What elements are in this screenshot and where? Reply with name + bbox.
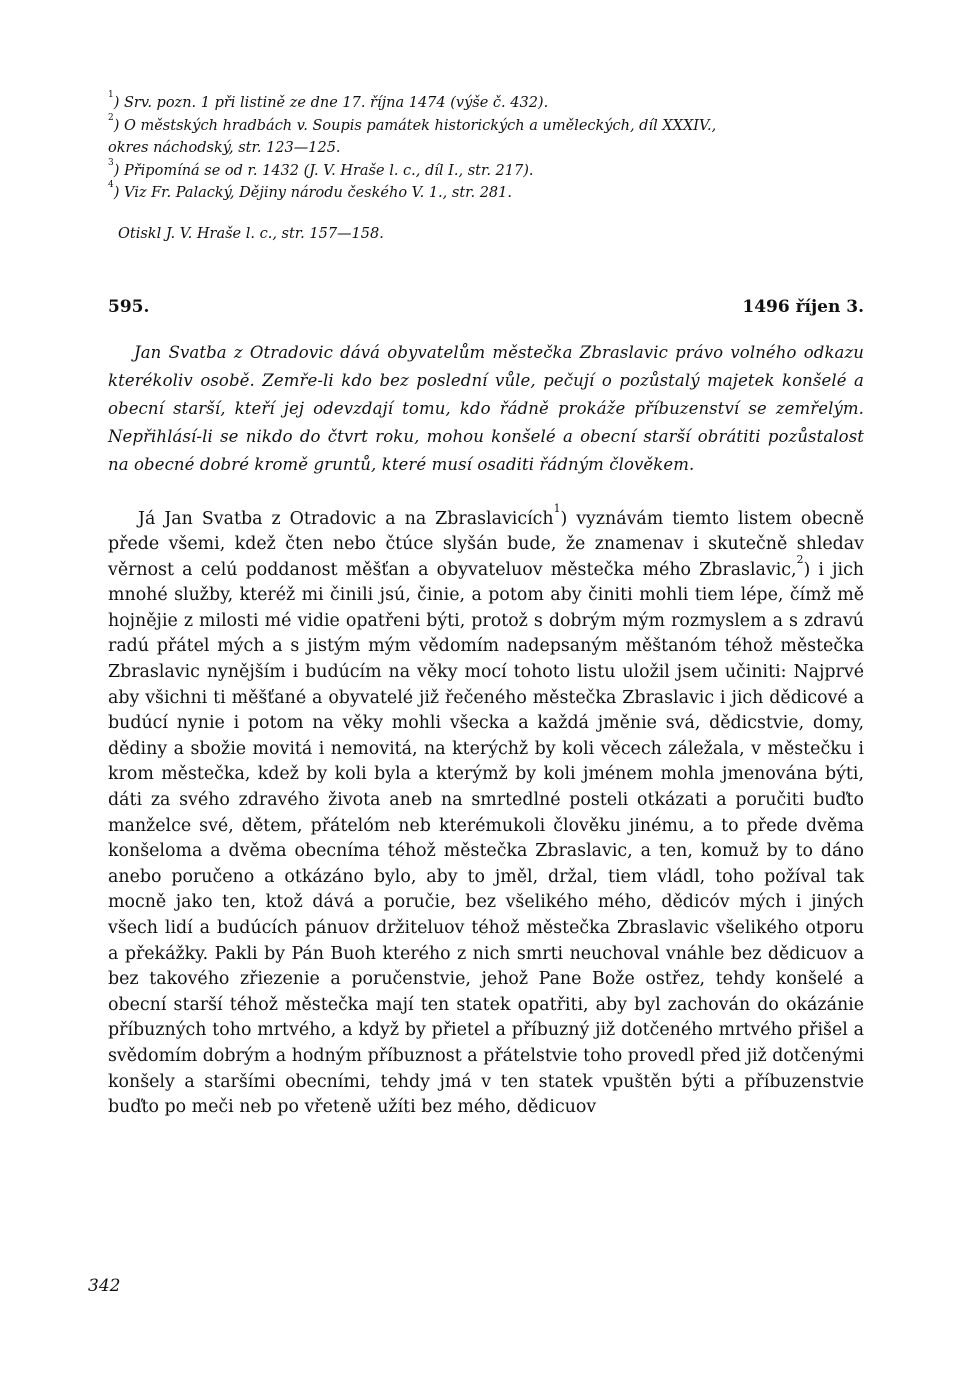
document-regest: Jan Svatba z Otradovic dává obyvatelům městečka Zbraslavic právo volného odkazu kterékoliv osobě. Zemře-li kdo bez poslední vůle, pečují o pozůstalý majetek konšelé a obecní starší, kteří jej odevzdají tomu, kdo řádně prokáže příbuzenství se zemřelým. Nepřihlásí-li se nikdo do čtvrt roku, mohou konšelé a obecní starší obrátiti pozůstalost na obecné dobré kromě gruntů, které musí osaditi řádným člověkem. — [108, 342, 864, 474]
document-body — [108, 501, 865, 1121]
document-date: 1496 říjen 3. — [742, 296, 864, 317]
footnote-marker: 2 — [108, 112, 114, 123]
footnote-reference: 1 — [553, 501, 561, 515]
body-text: ) vyznávám tiemto listem obecně přede všemi, kdež čten nebo čtúce slyšán bude, že znamenav i skutečně shledav věrnost a celú poddanost měšťan a obyvateluov městečka mého Zbraslavic, — [108, 508, 864, 580]
document-number: 595. — [108, 296, 150, 317]
footnote-text: ) Srv. pozn. 1 při listině ze dne 17. října 1474 (výše č. 432). — [113, 95, 549, 111]
footnote-marker: 4 — [108, 180, 114, 191]
footnote-2-continuation — [108, 137, 864, 160]
footnote-4 — [108, 182, 864, 205]
footnote-text: ) Připomíná se od r. 1432 (J. V. Hraše l. c., díl I., str. 217). — [113, 162, 534, 179]
footnote-text: ) O městských hradbách v. Soupis památek historických a uměleckých, díl XXXIV., — [113, 117, 717, 134]
source-note: Otiskl J. V. Hraše l. c., str. 157—158. — [118, 225, 384, 242]
footnote-marker: 1 — [108, 90, 114, 101]
body-text: Já Jan Svatba z Otradovic a na Zbraslavicích — [138, 508, 554, 529]
footnote-reference: 2 — [796, 553, 804, 567]
footnote-2 — [108, 112, 864, 138]
document-heading — [108, 295, 864, 319]
body-text: ) i jich mnohé služby, kteréž mi činili jsú, činie, a potom aby činiti mohli tiem lépe, čímž mě hojnějie z milosti mé vidie opatřeni býti, protož s dobrým mým rozmyslem a s zdravú radú přátel mých a s jistým mým vědomím nadepsaným měštanóm téhož městečka Zbraslavic nynějším i budúcím na věky mocí tohoto listu uložil jsem učiniti: Najprvé aby všichni ti měšťané a obyvatelé již řečeného městečka Zbraslavic i jich dědicové a budúcí nynie i potom na věky mohli všecka a každá jměnie svá, dědicstvie, domy, dědiny a sbožie movitá i nemovitá, na kterýchž by koli věcech záležala, v městečku i krom městečka, kdež by koli byla a kterýmž by koli jménem mohla jmenována býti, dáti za svého zdravého života aneb na smrtedlné posteli otkázati a poručiti buďto manželce své, dětem, přátelóm neb kterémukoli člověku jinému, a to přede dvěma konšeloma a dvěma obecníma téhož městečka Zbraslavic, a ten, komuž by to dáno anebo poručeno a otkázáno bylo, aby to jměl, držal, tiem vládl, toho požíval tak mocně jako ten, ktož dává a poručie, bez všelikého mého, dědicóv mých i jiných všech lidí a budúcích pánuov držiteluov téhož městečka Zbraslavic všelikého otporu a překážky. Pakli by Pán Buoh kterého z nich smrti neuchoval vnáhle bez dědicuov a bez takového zřiezenie a poručenstvie, jehož Pane Bože ostřez, tehdy konšelé a obecní starší téhož městečka mají ten statek opatřiti, aby byl zachován do okázánie příbuzných toho mrtvého, a když by přietel a příbuzný již dotčeného mrtvého přišel a svědomím dobrým a hodným příbuznost a přátelstvie toho provedl před již dotčenými konšely a staršími obecními, tehdy jmá v ten statek vpuštěn býti a příbuzenstvie buďto po meči neb po vřeteně užíti bez mého, dědicuov — [108, 559, 865, 1118]
page-content — [108, 92, 864, 1121]
footnote-1 — [108, 92, 864, 115]
footnote-text: ) Viz Fr. Palacký, Dějiny národu českého V. 1., str. 281. — [113, 185, 512, 201]
page-number: 342 — [88, 1276, 121, 1296]
footnote-marker: 3 — [108, 157, 114, 168]
footnote-text: okres náchodský, str. 123—125. — [108, 140, 341, 156]
footnote-3 — [108, 157, 864, 183]
